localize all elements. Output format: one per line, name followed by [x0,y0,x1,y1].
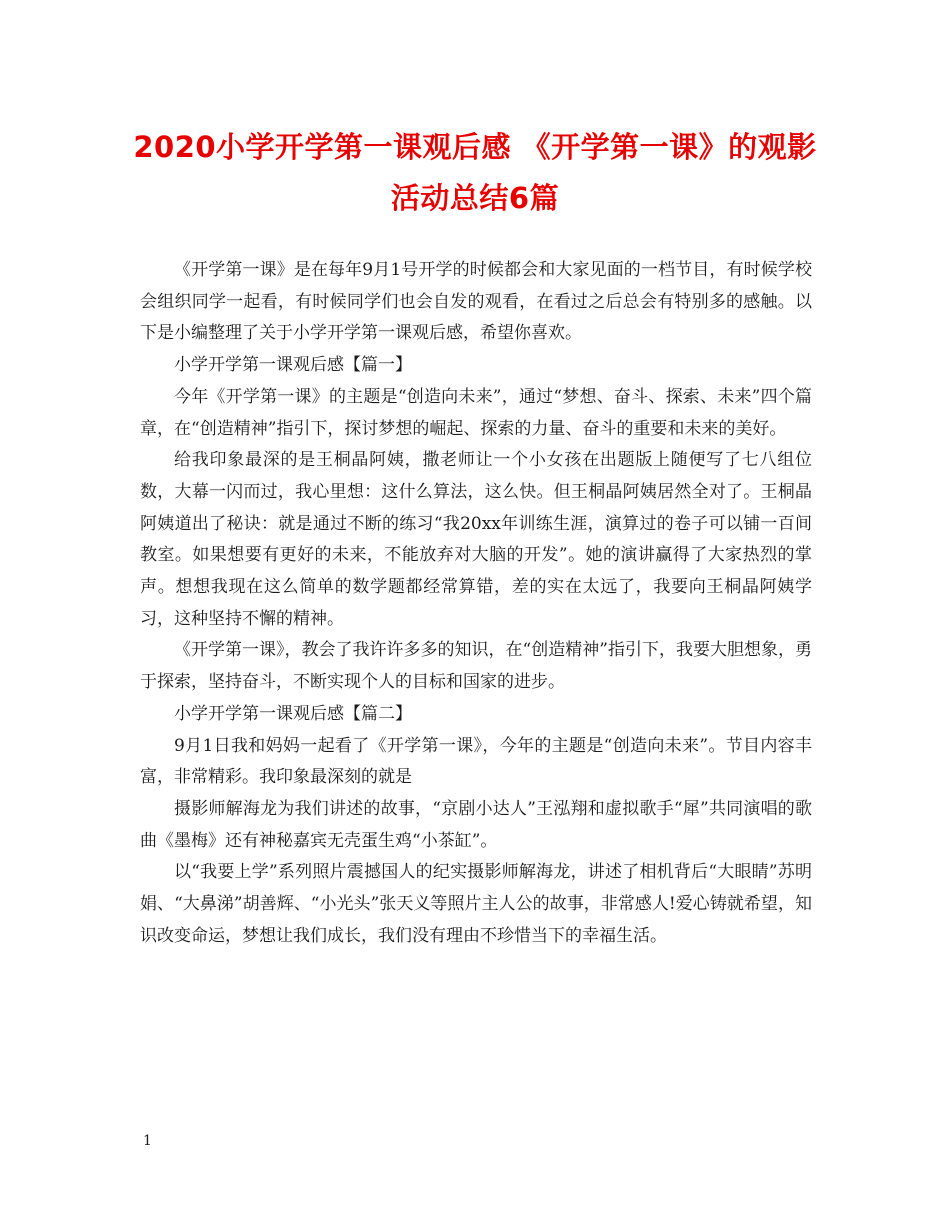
body-paragraph: 给我印象最深的是王桐晶阿姨，撒老师让一个小女孩在出题版上随便写了七八组位数，大幕一闪而过，我心里想：这什么算法，这么快。但王桐晶阿姨居然全对了。王桐晶阿姨道出了秘诀：就是通过不断的练习“我20xx年训练生涯，演算过的卷子可以铺一百间教室。如果想要有更好的未来，不能放弃对大脑的开发”。她的演讲赢得了大家热烈的掌声。想想我现在这么简单的数学题都经常算错，差的实在太远了，我要向王桐晶阿姨学习，这种坚持不懈的精神。 [140,450,812,629]
section-heading-1: 小学开学第一课观后感【篇一】 [174,355,412,376]
body-paragraph: 9月1日我和妈妈一起看了《开学第一课》，今年的主题是“创造向未来”。节目内容丰富，非常精彩。我印象最深刻的就是 [140,735,812,788]
page-number: 1 [143,1133,152,1149]
body-paragraph: 今年《开学第一课》的主题是“创造向未来”，通过“梦想、奋斗、探索、未来”四个篇章，在“创造精神”指引下，探讨梦想的崛起、探索的力量、奋斗的重要和未来的美好。 [140,386,812,439]
intro-paragraph: 《开学第一课》是在每年9月1号开学的时候都会和大家见面的一档节目，有时候学校会组织同学一起看，有时候同学们也会自发的观看，在看过之后总会有特别多的感触。以下是小编整理了关于小学开学第一课观后感，希望你喜欢。 [140,260,812,344]
body-paragraph: 摄影师解海龙为我们讲述的故事，“京剧小达人”王泓翔和虚拟歌手“犀”共同演唱的歌曲《墨梅》还有神秘嘉宾无壳蛋生鸡“小茶缸”。 [140,798,812,851]
document-body [140,255,812,952]
body-paragraph: 《开学第一课》，教会了我许许多多的知识，在“创造精神”指引下，我要大胆想象，勇于探索，坚持奋斗，不断实现个人的目标和国家的进步。 [140,640,812,693]
section-heading-2: 小学开学第一课观后感【篇二】 [174,703,412,724]
body-paragraph: 以“我要上学”系列照片震撼国人的纪实摄影师解海龙，讲述了相机背后“大眼睛”苏明娟、“大鼻涕”胡善辉、“小光头”张天义等照片主人公的故事，非常感人!爱心铸就希望，知识改变命运，梦想让我们成长，我们没有理由不珍惜当下的幸福生活。 [140,862,812,946]
document-title: 2020小学开学第一课观后感 《开学第一课》的观影活动总结6篇 [133,130,817,215]
